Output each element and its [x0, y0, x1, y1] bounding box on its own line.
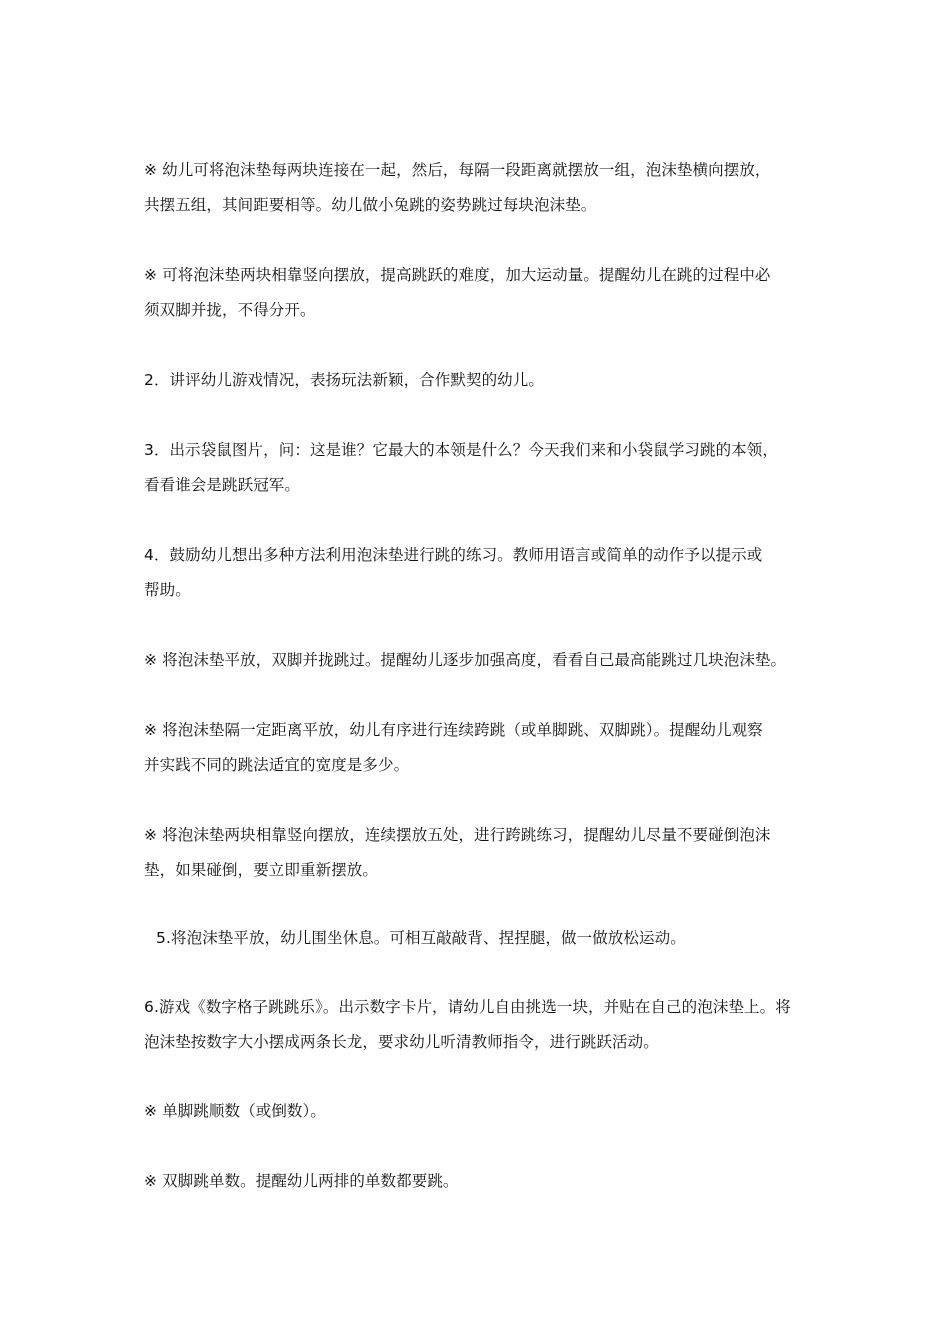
- text-line: 泡沫垫按数字大小摆成两条长龙，要求幼儿听清教师指令，进行跳跃活动。: [144, 1033, 659, 1051]
- text-line: 4．鼓励幼儿想出多种方法利用泡沫垫进行跳的练习。教师用语言或简单的动作予以提示或: [144, 546, 763, 564]
- text-line: 并实践不同的跳法适宜的宽度是多少。: [144, 756, 410, 774]
- text-line: ※ 将泡沫垫隔一定距离平放，幼儿有序进行连续跨跳（或单脚跳、双脚跳）。提醒幼儿观察: [144, 721, 763, 739]
- paragraph-stride-practice: [144, 818, 824, 888]
- paragraph-step-5: [156, 921, 836, 956]
- text-line: 5.将泡沫垫平放，幼儿围坐休息。可相互敲敲背、捏捏腿，做一做放松运动。: [156, 929, 686, 947]
- text-line: ※ 可将泡沫垫两块相靠竖向摆放，提高跳跃的难度，加大运动量。提醒幼儿在跳的过程中必: [144, 266, 771, 284]
- text-line: 3．出示袋鼠图片，问：这是谁？它最大的本领是什么？今天我们来和小袋鼠学习跳的本领，: [144, 441, 778, 459]
- text-line: ※ 双脚跳单数。提醒幼儿两排的单数都要跳。: [144, 1172, 459, 1190]
- paragraph-jump-height: [144, 643, 824, 678]
- paragraph-step-3: [144, 433, 824, 503]
- paragraph-distance-jumps: [144, 713, 824, 783]
- text-line: 6.游戏《数字格子跳跳乐》。出示数字卡片，请幼儿自由挑选一块，并贴在自己的泡沫垫上。将: [144, 998, 791, 1016]
- paragraph-step-2: [144, 363, 824, 398]
- paragraph-step-4: [144, 538, 824, 608]
- paragraph-step-6: [144, 990, 824, 1060]
- text-line: 须双脚并拢，不得分开。: [144, 301, 316, 319]
- text-line: 垫，如果碰倒，要立即重新摆放。: [144, 861, 379, 879]
- text-line: ※ 幼儿可将泡沫垫每两块连接在一起，然后，每隔一段距离就摆放一组，泡沫垫横向摆放，: [144, 161, 771, 179]
- text-line: 看看谁会是跳跃冠军。: [144, 476, 301, 494]
- text-line: 共摆五组，其间距要相等。幼儿做小兔跳的姿势跳过每块泡沫垫。: [144, 196, 597, 214]
- text-line: ※ 将泡沫垫平放，双脚并拢跳过。提醒幼儿逐步加强高度，看看自己最高能跳过几块泡沫垫。: [144, 651, 787, 669]
- paragraph-vertical-mats: [144, 258, 824, 328]
- paragraph-double-foot: [144, 1164, 824, 1199]
- text-line: 帮助。: [144, 581, 191, 599]
- paragraph-mat-pairs: [144, 153, 824, 223]
- text-line: ※ 单脚跳顺数（或倒数）。: [144, 1102, 326, 1120]
- paragraph-single-foot: [144, 1094, 824, 1129]
- text-line: ※ 将泡沫垫两块相靠竖向摆放，连续摆放五处，进行跨跳练习，提醒幼儿尽量不要碰倒泡沫: [144, 826, 771, 844]
- text-line: 2．讲评幼儿游戏情况，表扬玩法新颖，合作默契的幼儿。: [144, 371, 544, 389]
